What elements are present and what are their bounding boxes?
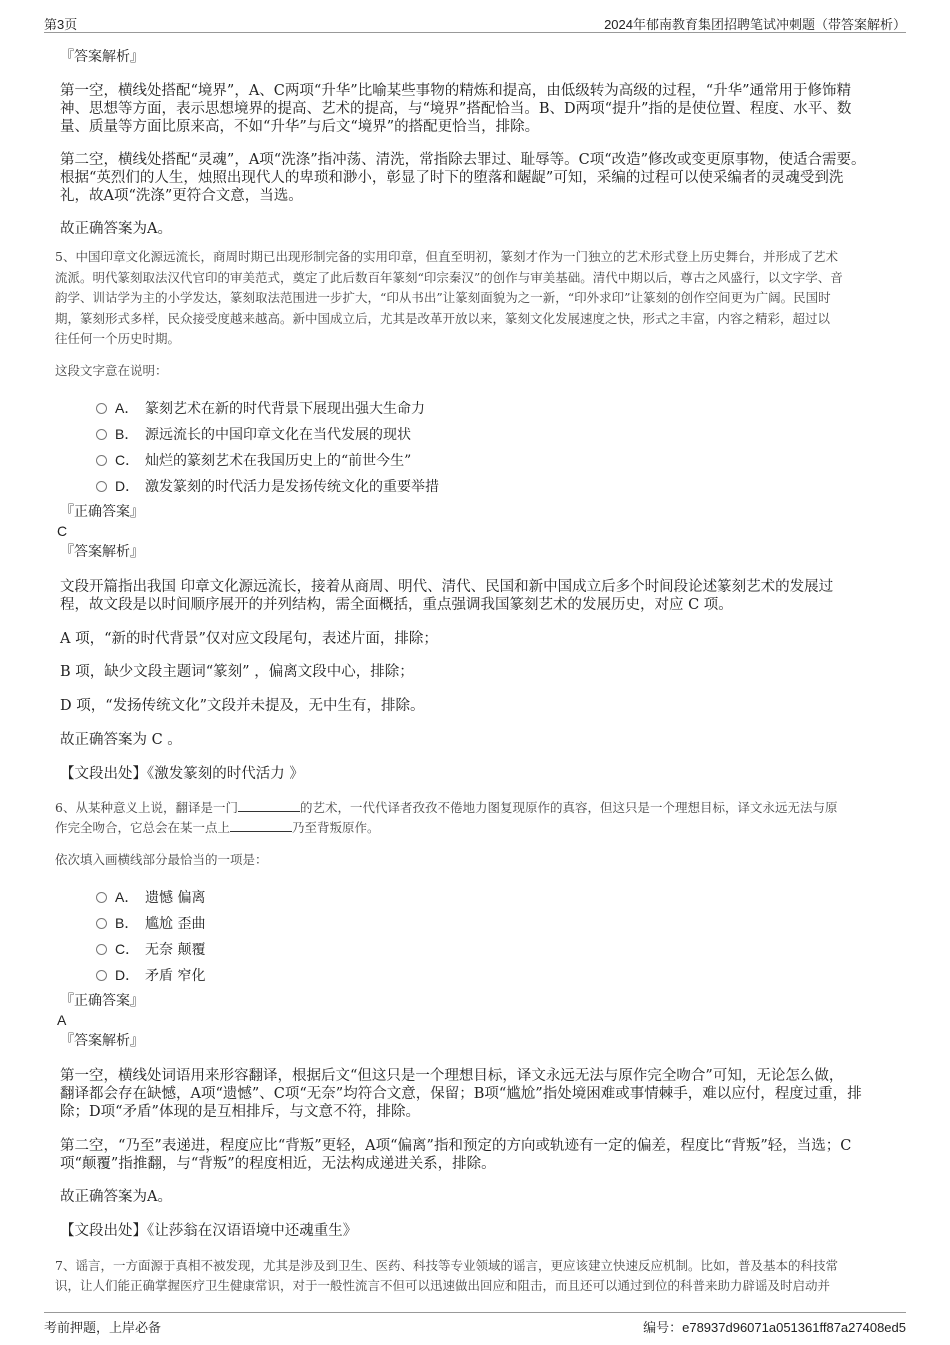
q5-analysis-line2: 程，故文段是以时间顺序展开的并列结构，需全面概括，重点强调我国篆刻艺术的发展历史，对应 C 项。 — [60, 597, 733, 613]
analysis-label: 『答案解析』 — [60, 49, 144, 65]
q5-analysis-d: D 项，“发扬传统文化”文段并未提及，无中生有，排除。 — [60, 698, 425, 714]
q4-analysis-para2-line2: 根据“英烈们的人生，烛照出现代人的卑琐和渺小，彰显了时下的堕落和龌龊”可知，采编的过程可以使采编者的灵魂受到洗 — [60, 170, 844, 186]
footer-slogan: 考前押题，上岸必备 — [44, 1320, 162, 1335]
q4-analysis-para1-line1: 第一空，横线处搭配“境界”，A、C两项“升华”比喻某些事物的精炼和提高，由低级转为高级的过程，“升华”通常用于修饰精 — [60, 83, 852, 99]
radio-icon[interactable] — [96, 892, 107, 903]
q5-option-c[interactable]: C． 灿烂的篆刻艺术在我国历史上的“前世今生” — [96, 450, 411, 468]
q6-option-c[interactable]: C． 无奈 颠覆 — [96, 939, 205, 957]
q5-stem-line5: 往任何一个历史时期。 — [55, 331, 181, 346]
document-title: 2024年郁南教育集团招聘笔试冲刺题（带答案解析） — [604, 17, 906, 32]
q6-stem-line1: 6、从某种意义上说，翻译是一门 的艺术，一代代译者孜孜不倦地力图复现原作的真容，但这只是一个理想目标，译文永远无法与原 — [55, 800, 838, 815]
q6-conclusion: 故正确答案为A。 — [60, 1189, 172, 1205]
q5-option-b[interactable]: B． 源远流长的中国印章文化在当代发展的现状 — [96, 424, 411, 442]
q5-question: 这段文字意在说明： — [55, 363, 168, 378]
q6-option-b[interactable]: B． 尴尬 歪曲 — [96, 913, 205, 931]
q5-analysis-b: B 项，缺少文段主题词“篆刻” ，偏离文段中心，排除； — [60, 664, 414, 680]
fill-blank-2 — [230, 819, 292, 832]
q5-analysis-a: A 项，“新的时代背景”仅对应文段尾句，表述片面，排除； — [60, 631, 438, 647]
document-id: 编号：e78937d96071a051361ff87a27408ed5 — [643, 1320, 906, 1335]
radio-icon[interactable] — [96, 481, 107, 492]
q7-stem-line1: 7、谣言，一方面源于真相不被发现，尤其是涉及到卫生、医药、科技等专业领域的谣言，更应该建立快速反应机制。比如，普及基本的科技常 — [55, 1258, 838, 1273]
q6-question: 依次填入画横线部分最恰当的一项是： — [55, 852, 268, 867]
radio-icon[interactable] — [96, 944, 107, 955]
q5-option-a[interactable]: A． 篆刻艺术在新的时代背景下展现出强大生命力 — [96, 398, 425, 416]
correct-answer: A — [57, 1012, 67, 1028]
radio-icon[interactable] — [96, 455, 107, 466]
q4-analysis-para1-line3: 量、质量等方面比原来高，不如“升华”与后文“境界”的搭配更恰当，排除。 — [60, 119, 540, 135]
q6-stem-line2: 作完全吻合，它总会在某一点上 乃至背叛原作。 — [55, 820, 380, 835]
q6-analysis2-line2: 项“颠覆”指推翻，与“背叛”的程度相近，无法构成递进关系，排除。 — [60, 1156, 496, 1172]
q4-analysis-para2-line1: 第二空，横线处搭配“灵魂”，A项“洗涤”指冲荡、清洗，常指除去罪过、耻辱等。C项“改造”修改或变更原事物，使适合需要。 — [60, 152, 866, 168]
page-header — [44, 10, 906, 33]
q4-analysis-para2-line3: 礼，故A项“洗涤”更符合文意，当选。 — [60, 188, 303, 204]
analysis-label: 『答案解析』 — [60, 1033, 144, 1049]
q6-analysis-line1: 第一空，横线处词语用来形容翻译，根据后文“但这只是一个理想目标，译文永远无法与原作完全吻合”可知，无论怎么做， — [60, 1068, 844, 1084]
analysis-label: 『答案解析』 — [60, 544, 144, 560]
page-footer — [44, 1312, 906, 1337]
q5-option-d[interactable]: D． 激发篆刻的时代活力是发扬传统文化的重要举措 — [96, 476, 439, 494]
radio-icon[interactable] — [96, 970, 107, 981]
q4-analysis-para1-line2: 神、思想等方面，表示思想境界的提高、艺术的提高，与“境界”搭配恰当。B、D两项“提升”指的是使位置、程度、水平、数 — [60, 101, 852, 117]
q6-analysis2-line1: 第二空，“乃至”表递进，程度应比“背叛”更轻，A项“偏离”指和预定的方向或轨迹有一定的偏差，程度比“背叛”轻，当选；C — [60, 1138, 852, 1154]
q7-stem-line2: 识，让人们能正确掌握医疗卫生健康常识，对于一般性流言不但可以迅速做出回应和阻击，而且还可以通过到位的科普来助力辟谣及时启动并 — [55, 1278, 831, 1293]
radio-icon[interactable] — [96, 429, 107, 440]
correct-answer-label: 『正确答案』 — [60, 504, 144, 520]
q5-stem-line1: 5、中国印章文化源远流长，商周时期已出现形制完备的实用印章，但直至明初，篆刻才作为一门独立的艺术形式登上历史舞台，并形成了艺术 — [55, 249, 838, 264]
correct-answer-label: 『正确答案』 — [60, 993, 144, 1009]
q5-analysis-line1: 文段开篇指出我国 印章文化源远流长，接着从商周、明代、清代、民国和新中国成立后多个时间段论述篆刻艺术的发展过 — [60, 579, 834, 595]
q6-option-a[interactable]: A． 遗憾 偏离 — [96, 887, 205, 905]
radio-icon[interactable] — [96, 403, 107, 414]
q6-source: 【文段出处】《让莎翁在汉语语境中还魂重生》 — [60, 1223, 358, 1239]
q5-source: 【文段出处】《激发篆刻的时代活力 》 — [60, 766, 304, 782]
q6-option-d[interactable]: D． 矛盾 窄化 — [96, 965, 205, 983]
q5-stem-line4: 期，篆刻形式多样，民众接受度越来越高。新中国成立后，尤其是改革开放以来，篆刻文化发展速度之快，形式之丰富，内容之精彩，超过以 — [55, 311, 831, 326]
q6-analysis-line3: 除；D项“矛盾”体现的是互相排斥，与文意不符，排除。 — [60, 1104, 420, 1120]
fill-blank-1 — [238, 799, 300, 812]
q5-stem-line2: 流派。明代篆刻取法汉代官印的审美范式，奠定了此后数百年篆刻“印宗秦汉”的创作与审美基础。清代中期以后，尊古之风盛行，以文字学、音 — [55, 270, 843, 285]
correct-answer: C — [57, 523, 68, 539]
q4-conclusion: 故正确答案为A。 — [60, 221, 172, 237]
q6-analysis-line2: 翻译都会存在缺憾，A项“遗憾”、C项“无奈”均符合文意，保留；B项“尴尬”指处境困难或事情棘手，难以应付，程度过重，排 — [60, 1086, 862, 1102]
q5-conclusion: 故正确答案为 C 。 — [60, 732, 182, 748]
radio-icon[interactable] — [96, 918, 107, 929]
page-number: 第3页 — [44, 17, 78, 32]
q5-stem-line3: 韵学、训诂学为主的小学发达，篆刻取法范围进一步扩大，“印从书出”让篆刻面貌为之一新，“印外求印”让篆刻的创作空间更为广阔。民国时 — [55, 290, 831, 305]
